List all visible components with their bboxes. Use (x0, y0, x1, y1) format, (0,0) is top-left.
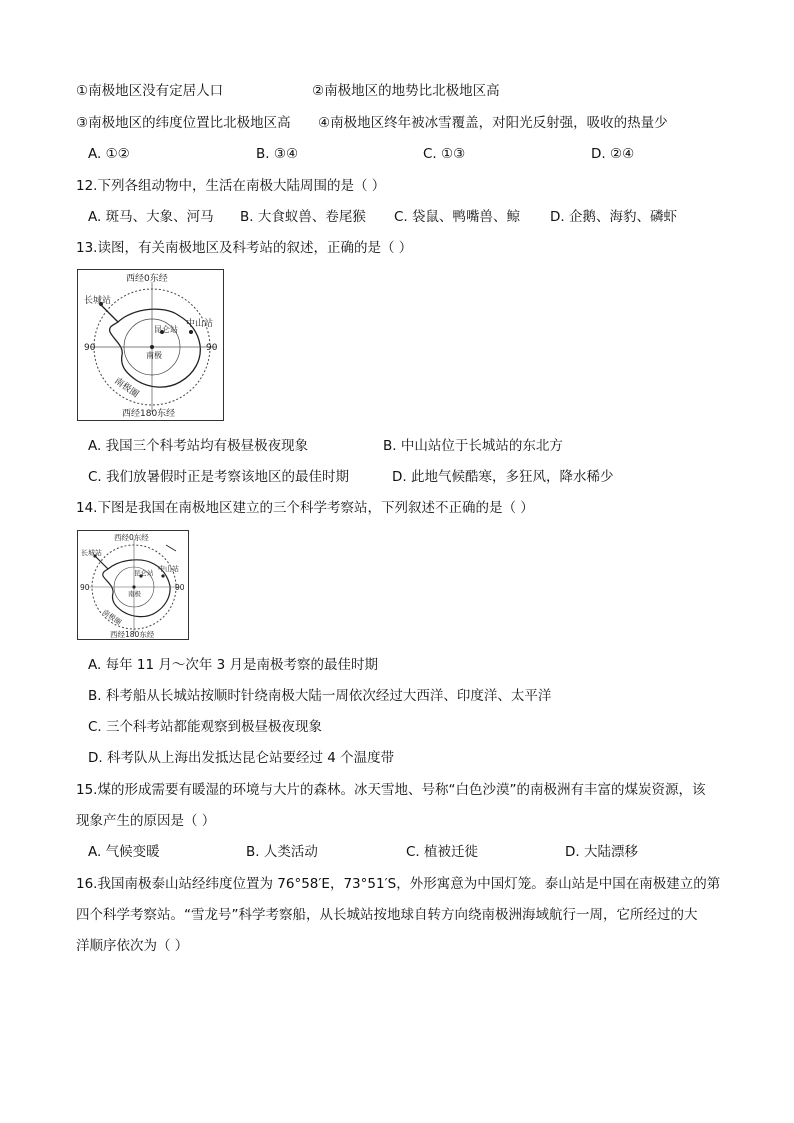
q14-stem: 14.下图是我国在南极地区建立的三个科学考察站，下列叙述不正确的是（ ） (76, 500, 534, 516)
q14-map-kunlun: 昆仑站 (134, 569, 154, 577)
q16-stem-line-1: 16.我国南极泰山站经纬度位置为 76°58′E，73°51′S，外形寓意为中国灯笼。泰山站是中国在南极建立的第 (76, 876, 721, 892)
q11-statement-3: ③南极地区的纬度位置比北极地区高 (76, 115, 291, 131)
q13-map-circle-label: 南极圈 (112, 376, 141, 400)
q13-stem: 13.读图，有关南极地区及科考站的叙述，正确的是（ ） (76, 240, 413, 256)
q14-option-d: D. 科考队从上海出发抵达昆仑站要经过 4 个温度带 (88, 750, 395, 766)
q14-map-changcheng: 长城站 (81, 549, 102, 557)
q11-option-a: A. ①② (88, 146, 130, 162)
q13-map-top-label: 西经0东经 (126, 274, 168, 284)
q13-antarctica-map (77, 269, 224, 421)
q15-option-a: A. 气候变暖 (88, 844, 160, 860)
q16-stem-line-3: 洋顺序依次为（ ） (76, 938, 189, 954)
q13-map-bottom-label: 西经180东经 (122, 409, 176, 419)
q13-map-right-90: 90 (206, 343, 218, 353)
q13-map-kunlun: 昆仑站 (154, 325, 178, 334)
q12-stem: 12.下列各组动物中，生活在南极大陆周围的是（ ） (76, 178, 386, 194)
q14-map-zhongshan: 中山站 (158, 565, 179, 573)
q13-option-d: D. 此地气候酷寒，多狂风，降水稀少 (392, 469, 614, 485)
q11-statement-4: ④南极地区终年被冰雪覆盖，对阳光反射强，吸收的热量少 (318, 115, 668, 131)
q13-map-changcheng: 长城站 (84, 296, 112, 306)
q13-option-a: A. 我国三个科考站均有极昼极夜现象 (88, 438, 309, 454)
q11-statement-1: ①南极地区没有定居人口 (76, 83, 224, 99)
q15-stem-line-1: 15.煤的形成需要有暖湿的环境与大片的森林。冰天雪地、号称“白色沙漠”的南极洲有丰富的煤炭资源，该 (76, 782, 706, 798)
q11-option-d: D. ②④ (591, 146, 635, 162)
q14-map-pole: 南极 (128, 590, 141, 598)
q11-statement-2: ②南极地区的地势比北极地区高 (312, 83, 500, 99)
q14-option-b: B. 科考船从长城站按顺时针绕南极大陆一周依次经过大西洋、印度洋、太平洋 (88, 688, 552, 704)
q13-map-zhongshan: 中山站 (186, 319, 214, 329)
q12-option-a: A. 斑马、大象、河马 (88, 209, 214, 225)
q12-option-d: D. 企鹅、海豹、磷虾 (550, 209, 677, 225)
q11-option-b: B. ③④ (256, 146, 299, 162)
q13-option-c: C. 我们放暑假时正是考察该地区的最佳时期 (88, 469, 350, 485)
q13-map-left-90: 90 (84, 343, 96, 353)
q13-map-pole: 南极 (146, 351, 162, 360)
q14-map-bottom-label: 西经180东经 (110, 630, 155, 639)
q14-option-c: C. 三个科考站都能观察到极昼极夜现象 (88, 719, 323, 735)
q11-option-c: C. ①③ (423, 146, 466, 162)
q14-map-right-90: 90 (175, 583, 185, 592)
q14-option-a: A. 每年 11 月～次年 3 月是南极考察的最佳时期 (88, 657, 379, 673)
q12-option-c: C. 袋鼠、鸭嘴兽、鲸 (394, 209, 521, 225)
q14-map-circle-label: 南极圈 (100, 608, 123, 627)
q15-option-c: C. 植被迁徙 (406, 844, 479, 860)
q15-option-d: D. 大陆漂移 (565, 844, 638, 860)
q13-option-b: B. 中山站位于长城站的东北方 (383, 438, 563, 454)
q14-antarctica-map (77, 530, 189, 640)
q15-stem-line-2: 现象产生的原因是（ ） (76, 813, 216, 829)
q14-map-left-90: 90 (80, 583, 90, 592)
q15-option-b: B. 人类活动 (246, 844, 318, 860)
q12-option-b: B. 大食蚁兽、卷尾猴 (240, 209, 366, 225)
q16-stem-line-2: 四个科学考察站。“雪龙号”科学考察船，从长城站按地球自转方向绕南极洲海域航行一周，它所经过的大 (76, 907, 698, 923)
q14-map-top-label: 西经0东经 (114, 533, 149, 542)
